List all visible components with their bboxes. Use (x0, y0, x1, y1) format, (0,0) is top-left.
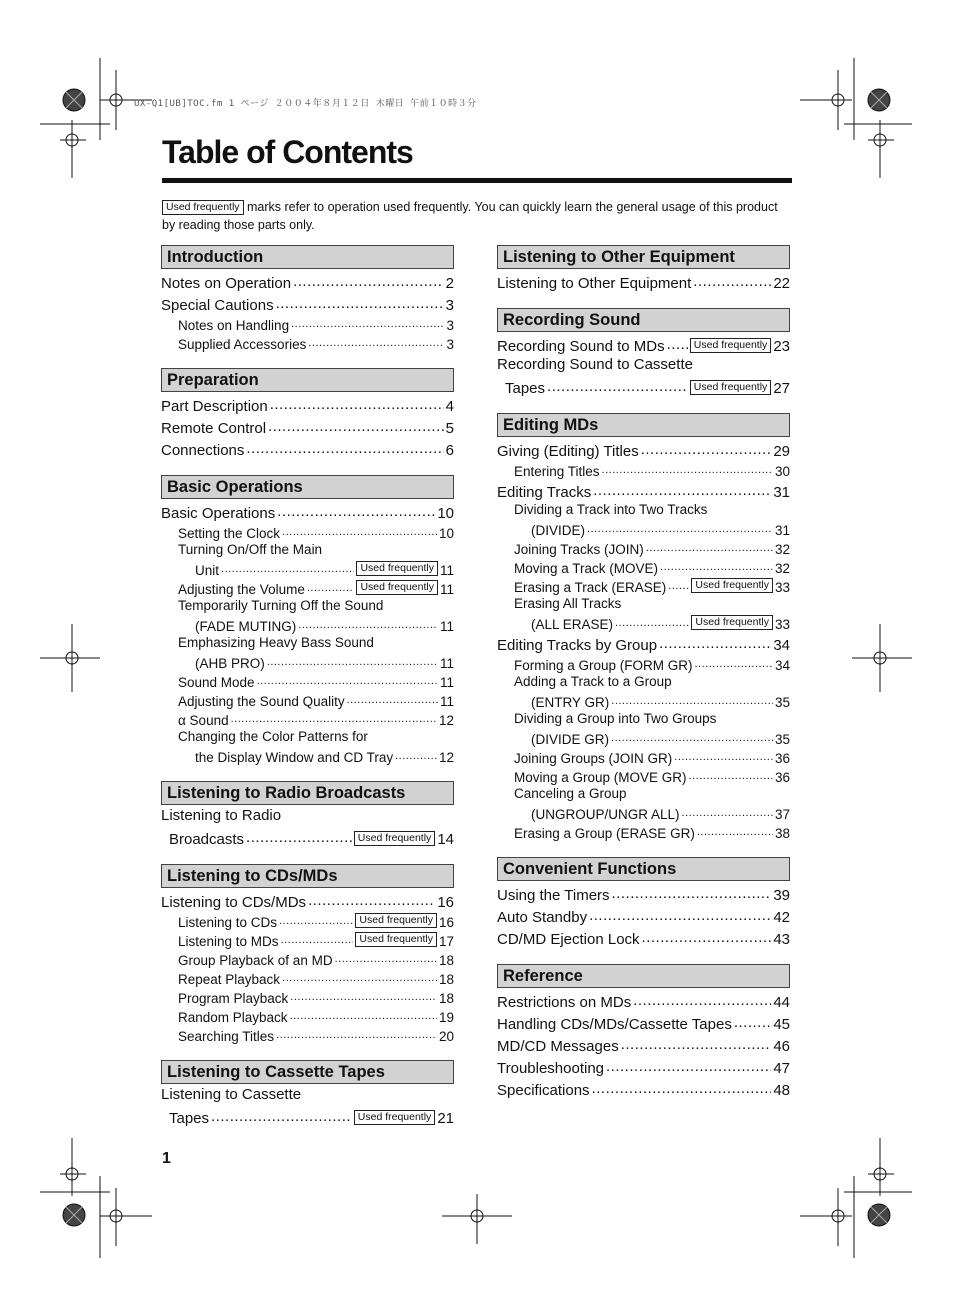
dot-leader (279, 916, 353, 930)
toc-entry[interactable] (161, 1105, 454, 1127)
toc-entry-page: 2 (445, 275, 454, 292)
dot-leader (246, 830, 352, 848)
toc-entry-page: 6 (445, 442, 454, 459)
section-heading: Editing MDs (497, 413, 790, 437)
toc-entry[interactable] (497, 882, 790, 904)
toc-entry[interactable] (161, 270, 454, 292)
toc-entry-label: α Sound (178, 713, 229, 728)
dot-leader (606, 1059, 771, 1077)
toc-entry[interactable] (497, 1055, 790, 1077)
toc-entry-page: 19 (438, 1010, 454, 1025)
toc-entry-label: Sound Mode (178, 675, 255, 690)
toc-entry[interactable] (161, 911, 454, 930)
toc-entry-label: CD/MD Ejection Lock (497, 931, 640, 948)
intro-sentence: marks refer to operation used frequently. You can quickly learn the general usage of this product by reading those parts only. (162, 200, 778, 232)
toc-entry-first-line: Listening to Radio (161, 807, 282, 824)
toc-entry-label: Listening to MDs (178, 934, 279, 949)
toc-entry-label: Group Playback of an MD (178, 953, 333, 968)
dot-leader (646, 543, 773, 557)
toc-section-editing-mds (497, 413, 790, 841)
dot-leader (290, 992, 437, 1006)
section-heading: Recording Sound (497, 308, 790, 332)
toc-entry-label: Handling CDs/MDs/Cassette Tapes (497, 1016, 732, 1033)
toc-entry-page: 30 (774, 464, 790, 479)
toc-entry[interactable] (497, 576, 790, 595)
toc-entry-page: 21 (437, 1110, 454, 1127)
toc-entry-label: Listening to CDs/MDs (161, 894, 307, 911)
toc-entry-page: 12 (438, 713, 454, 728)
dot-leader (621, 1037, 772, 1055)
toc-entry[interactable] (497, 766, 790, 785)
section-heading: Listening to CDs/MDs (161, 864, 454, 888)
toc-entry-page: 44 (773, 994, 790, 1011)
dot-leader (633, 993, 771, 1011)
toc-entry-label: Basic Operations (161, 505, 276, 522)
dot-leader (231, 714, 437, 728)
toc-entry-label: (UNGROUP/UNGR ALL) (531, 807, 680, 822)
toc-section-introduction (161, 245, 454, 352)
toc-entry[interactable] (497, 613, 790, 632)
toc-entry-page: 33 (774, 617, 790, 632)
toc-entry-page: 16 (438, 915, 454, 930)
toc-entry-page: 10 (438, 526, 454, 541)
dot-leader (293, 274, 444, 292)
toc-entry[interactable] (161, 393, 454, 415)
used-frequently-badge: Used frequently (356, 561, 438, 576)
section-heading: Introduction (161, 245, 454, 269)
dot-leader (682, 808, 773, 822)
used-frequently-badge: Used frequently (355, 932, 437, 947)
toc-entry[interactable] (161, 968, 454, 987)
toc-entry-label: (FADE MUTING) (195, 619, 297, 634)
used-frequently-badge: Used frequently (356, 580, 438, 595)
toc-entry-page: 39 (773, 887, 790, 904)
toc-entry-page: 34 (774, 658, 790, 673)
section-heading: Preparation (161, 368, 454, 392)
dot-leader (611, 733, 773, 747)
dot-leader (268, 419, 444, 437)
toc-entry[interactable] (161, 1006, 454, 1025)
toc-entry[interactable] (497, 632, 790, 654)
dot-leader (335, 954, 437, 968)
dot-leader (277, 504, 435, 522)
dot-leader (211, 1109, 352, 1127)
toc-entry-label: Random Playback (178, 1010, 288, 1025)
toc-entry[interactable] (497, 989, 790, 1011)
toc-entry[interactable] (161, 500, 454, 522)
toc-entry[interactable] (161, 1025, 454, 1044)
dot-leader (246, 441, 443, 459)
toc-entry-label: Entering Titles (514, 464, 600, 479)
used-frequently-badge: Used frequently (691, 615, 773, 630)
section-heading: Basic Operations (161, 475, 454, 499)
toc-entry-first-line: Recording Sound to Cassette (497, 356, 693, 373)
toc-entry-page: 47 (773, 1060, 790, 1077)
toc-entry-page: 11 (439, 619, 454, 634)
toc-entry-page: 45 (773, 1016, 790, 1033)
page-title: Table of Contents (162, 134, 413, 170)
toc-entry[interactable] (497, 538, 790, 557)
used-frequently-badge: Used frequently (162, 200, 244, 215)
dot-leader (276, 296, 444, 314)
toc-entry-first-line: Emphasizing Heavy Bass Sound (178, 635, 374, 650)
toc-entry[interactable] (161, 930, 454, 949)
toc-section-recording-sound (497, 308, 790, 397)
section-heading: Listening to Cassette Tapes (161, 1060, 454, 1084)
toc-entry[interactable] (497, 375, 790, 397)
used-frequently-badge: Used frequently (690, 380, 772, 395)
toc-entry-label: Notes on Operation (161, 275, 292, 292)
toc-entry-page: 11 (439, 656, 454, 671)
toc-entry-page: 18 (438, 991, 454, 1006)
toc-entry-label: Notes on Handling (178, 318, 290, 333)
toc-entry-label: Supplied Accessories (178, 337, 307, 352)
dot-leader (602, 465, 773, 479)
toc-entry-label: Erasing a Group (ERASE GR) (514, 826, 695, 841)
toc-entry[interactable] (161, 314, 454, 333)
dot-leader (659, 636, 771, 654)
dot-leader (641, 442, 772, 460)
dot-leader (298, 620, 438, 634)
toc-entry-first-line: Dividing a Track into Two Tracks (514, 502, 708, 517)
toc-entry-first-line: Erasing All Tracks (514, 596, 622, 611)
dot-leader (667, 337, 688, 355)
dot-leader (689, 771, 773, 785)
toc-entry[interactable] (497, 747, 790, 766)
toc-entry-page: 14 (437, 831, 454, 848)
toc-entry-page: 12 (438, 750, 454, 765)
toc-entry-page: 37 (774, 807, 790, 822)
dot-leader (734, 1015, 771, 1033)
toc-entry-label: Restrictions on MDs (497, 994, 632, 1011)
toc-entry-label: Searching Titles (178, 1029, 275, 1044)
toc-entry-page: 35 (774, 695, 790, 710)
dot-leader (668, 581, 689, 595)
toc-entry-page: 18 (438, 953, 454, 968)
toc-right-column (497, 245, 790, 1115)
used-frequently-badge: Used frequently (355, 913, 437, 928)
dot-leader (593, 483, 771, 501)
toc-entry[interactable] (497, 926, 790, 948)
used-frequently-badge: Used frequently (690, 338, 772, 353)
toc-entry-page: 36 (774, 770, 790, 785)
toc-entry-page: 23 (773, 338, 790, 355)
dot-leader (308, 338, 444, 352)
toc-entry-page: 34 (773, 637, 790, 654)
dot-leader (660, 562, 773, 576)
file-header: UX-Q1[UB]TOC.fm 1 ページ ２００４年８月１２日 木曜日 午前１０時３分 (134, 99, 477, 109)
toc-entry-label: Repeat Playback (178, 972, 281, 987)
toc-entry-first-line: Changing the Color Patterns for (178, 729, 368, 744)
dot-leader (308, 893, 435, 911)
toc-entry[interactable] (497, 270, 790, 292)
toc-entry[interactable] (161, 746, 454, 765)
section-heading: Listening to Radio Broadcasts (161, 781, 454, 805)
toc-entry[interactable] (161, 415, 454, 437)
toc-entry-page: 42 (773, 909, 790, 926)
toc-section-basic-operations (161, 475, 454, 765)
toc-entry[interactable] (161, 292, 454, 314)
toc-entry[interactable] (161, 709, 454, 728)
dot-leader (697, 827, 773, 841)
dot-leader (282, 527, 437, 541)
toc-entry[interactable] (497, 438, 790, 460)
used-frequently-badge: Used frequently (354, 831, 436, 846)
toc-entry-page: 17 (438, 934, 454, 949)
toc-entry-page: 11 (439, 694, 454, 709)
toc-entry[interactable] (497, 519, 790, 538)
toc-entry[interactable] (497, 691, 790, 710)
toc-entry-page: 18 (438, 972, 454, 987)
dot-leader (291, 319, 444, 333)
toc-entry-page: 38 (774, 826, 790, 841)
toc-entry-label: Erasing a Track (ERASE) (514, 580, 667, 595)
intro-text (162, 198, 792, 234)
toc-entry-page: 3 (445, 297, 454, 314)
title-rule (162, 178, 792, 183)
toc-entry-page: 11 (439, 675, 454, 690)
toc-entry-page: 32 (774, 542, 790, 557)
toc-entry-first-line: Listening to Cassette (161, 1086, 302, 1103)
toc-entry[interactable] (161, 949, 454, 968)
toc-entry[interactable] (161, 559, 454, 578)
toc-left-column (161, 245, 454, 1143)
toc-entry-label: the Display Window and CD Tray (195, 750, 394, 765)
toc-entry-label: Special Cautions (161, 297, 274, 314)
dot-leader (592, 1081, 772, 1099)
dot-leader (695, 659, 773, 673)
toc-entry-page: 11 (439, 563, 454, 578)
dot-leader (674, 752, 773, 766)
toc-entry[interactable] (497, 654, 790, 673)
toc-entry[interactable] (497, 1033, 790, 1055)
dot-leader (270, 397, 444, 415)
toc-entry-first-line: Adding a Track to a Group (514, 674, 672, 689)
dot-leader (257, 676, 438, 690)
toc-entry-page: 48 (773, 1082, 790, 1099)
toc-entry[interactable] (497, 460, 790, 479)
toc-section-preparation (161, 368, 454, 459)
toc-entry[interactable] (161, 826, 454, 848)
toc-entry-label: Remote Control (161, 420, 267, 437)
toc-entry-page: 36 (774, 751, 790, 766)
toc-entry-page: 46 (773, 1038, 790, 1055)
toc-entry[interactable] (497, 1011, 790, 1033)
dot-leader (307, 583, 355, 597)
toc-entry[interactable] (497, 557, 790, 576)
toc-entry-label: Tapes (505, 380, 546, 397)
toc-entry-label: Unit (195, 563, 220, 578)
toc-entry-label: Moving a Track (MOVE) (514, 561, 659, 576)
section-heading: Convenient Functions (497, 857, 790, 881)
toc-entry-label: Joining Tracks (JOIN) (514, 542, 644, 557)
dot-leader (282, 973, 437, 987)
toc-section-convenient-functions (497, 857, 790, 948)
toc-entry-label: (ALL ERASE) (531, 617, 614, 632)
toc-entry-label: Editing Tracks (497, 484, 592, 501)
toc-entry-label: Listening to Other Equipment (497, 275, 692, 292)
toc-entry-label: (DIVIDE) (531, 523, 585, 538)
toc-entry-first-line: Dividing a Group into Two Groups (514, 711, 717, 726)
dot-leader (612, 886, 772, 904)
toc-entry[interactable] (161, 987, 454, 1006)
toc-entry-first-line: Canceling a Group (514, 786, 627, 801)
toc-entry-page: 16 (437, 894, 454, 911)
toc-entry-label: Adjusting the Sound Quality (178, 694, 345, 709)
toc-entry[interactable] (161, 578, 454, 597)
toc-entry[interactable] (161, 671, 454, 690)
toc-entry[interactable] (161, 615, 454, 634)
dot-leader (281, 935, 354, 949)
section-heading: Listening to Other Equipment (497, 245, 790, 269)
toc-entry-label: Giving (Editing) Titles (497, 443, 639, 460)
toc-entry-page: 3 (446, 318, 454, 333)
toc-entry[interactable] (161, 437, 454, 459)
toc-entry[interactable] (497, 333, 790, 355)
toc-entry-page: 31 (773, 484, 790, 501)
toc-entry[interactable] (161, 652, 454, 671)
toc-entry-page: 27 (773, 380, 790, 397)
dot-leader (395, 751, 437, 765)
toc-entry-page: 4 (445, 398, 454, 415)
toc-entry[interactable] (497, 822, 790, 841)
toc-entry[interactable] (161, 690, 454, 709)
toc-entry[interactable] (161, 889, 454, 911)
toc-entry[interactable] (497, 479, 790, 501)
dot-leader (267, 657, 438, 671)
toc-entry-label: (AHB PRO) (195, 656, 265, 671)
toc-entry-page: 43 (773, 931, 790, 948)
toc-entry-label: Joining Groups (JOIN GR) (514, 751, 673, 766)
dot-leader (615, 618, 689, 632)
toc-entry-page: 10 (437, 505, 454, 522)
dot-leader (587, 524, 773, 538)
toc-entry-label: Setting the Clock (178, 526, 281, 541)
toc-entry-label: Auto Standby (497, 909, 588, 926)
toc-section-listening-to-radio-broadcasts (161, 781, 454, 848)
toc-entry-label: MD/CD Messages (497, 1038, 619, 1055)
toc-entry[interactable] (497, 728, 790, 747)
toc-entry-label: Editing Tracks by Group (497, 637, 658, 654)
toc-entry-page: 3 (446, 337, 454, 352)
toc-section-listening-to-cassette-tapes (161, 1060, 454, 1127)
dot-leader (347, 695, 438, 709)
toc-entry-label: Listening to CDs (178, 915, 278, 930)
toc-entry-label: (DIVIDE GR) (531, 732, 610, 747)
section-heading: Reference (497, 964, 790, 988)
dot-leader (221, 564, 354, 578)
toc-section-reference (497, 964, 790, 1099)
toc-entry-label: Recording Sound to MDs (497, 338, 665, 355)
toc-entry-page: 22 (773, 275, 790, 292)
toc-entry-label: Moving a Group (MOVE GR) (514, 770, 687, 785)
dot-leader (290, 1011, 437, 1025)
toc-entry-label: Forming a Group (FORM GR) (514, 658, 693, 673)
used-frequently-badge: Used frequently (354, 1110, 436, 1125)
toc-entry-first-line: Turning On/Off the Main (178, 542, 323, 557)
toc-entry-page: 33 (774, 580, 790, 595)
toc-entry-page: 29 (773, 443, 790, 460)
page-number: 1 (162, 1150, 171, 1167)
dot-leader (693, 274, 771, 292)
toc-entry-page: 35 (774, 732, 790, 747)
toc-entry-label: Specifications (497, 1082, 590, 1099)
toc-entry-page: 32 (774, 561, 790, 576)
dot-leader (276, 1030, 437, 1044)
toc-entry[interactable] (161, 333, 454, 352)
dot-leader (547, 379, 688, 397)
toc-section-listening-to-cds-mds (161, 864, 454, 1044)
toc-entry-page: 11 (439, 582, 454, 597)
toc-entry-first-line: Temporarily Turning Off the Sound (178, 598, 384, 613)
toc-section-listening-to-other-equipment (497, 245, 790, 292)
toc-entry-label: Broadcasts (169, 831, 245, 848)
dot-leader (642, 930, 772, 948)
toc-entry-label: Adjusting the Volume (178, 582, 305, 597)
toc-entry[interactable] (161, 522, 454, 541)
toc-entry-label: Connections (161, 442, 245, 459)
toc-entry-page: 5 (445, 420, 454, 437)
toc-entry-label: Tapes (169, 1110, 210, 1127)
dot-leader (589, 908, 771, 926)
toc-entry-label: Troubleshooting (497, 1060, 605, 1077)
toc-entry[interactable] (497, 904, 790, 926)
toc-entry[interactable] (497, 1077, 790, 1099)
toc-entry[interactable] (497, 803, 790, 822)
toc-entry-page: 31 (774, 523, 790, 538)
dot-leader (611, 696, 773, 710)
toc-entry-label: (ENTRY GR) (531, 695, 610, 710)
toc-entry-page: 20 (438, 1029, 454, 1044)
toc-entry-label: Using the Timers (497, 887, 610, 904)
toc-entry-label: Part Description (161, 398, 268, 415)
toc-entry-label: Program Playback (178, 991, 289, 1006)
used-frequently-badge: Used frequently (691, 578, 773, 593)
